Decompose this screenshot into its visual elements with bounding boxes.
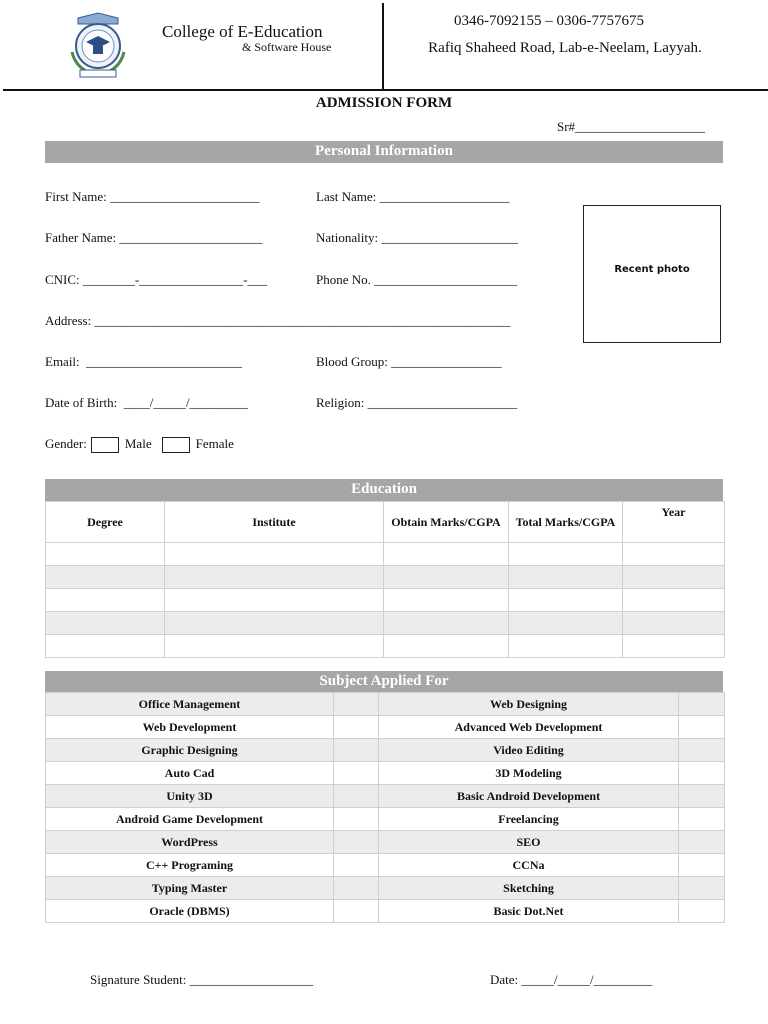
subject-label: C++ Programing [46,854,334,877]
subject-checkbox[interactable] [679,785,725,808]
contact-address: Rafiq Shaheed Road, Lab-e-Neelam, Layyah. [428,40,702,56]
subject-label: Oracle (DBMS) [46,900,334,923]
subjects-header: Subject Applied For [45,671,723,693]
subject-checkbox[interactable] [679,739,725,762]
subject-checkbox[interactable] [334,739,379,762]
subject-label: Office Management [46,693,334,716]
subject-label: Basic Android Development [379,785,679,808]
cnic-field[interactable]: CNIC: ________-________________-___ [45,272,268,287]
table-row [46,635,725,658]
subject-label: Freelancing [379,808,679,831]
subject-label: Graphic Designing [46,739,334,762]
father-name-field[interactable]: Father Name: ______________________ [45,230,263,245]
subject-label: WordPress [46,831,334,854]
table-row [46,589,725,612]
serial-number-field[interactable]: Sr#____________________ [557,119,706,134]
form-title: ADMISSION FORM [315,95,453,111]
subject-label: Auto Cad [46,762,334,785]
gender-label: Gender: [45,436,87,451]
list-item [46,831,725,854]
phone-field[interactable]: Phone No. ______________________ [316,272,518,287]
list-item [46,808,725,831]
personal-info-header: Personal Information [45,141,723,163]
subject-label: Web Designing [379,693,679,716]
subject-label: Sketching [379,877,679,900]
subject-label: Web Development [46,716,334,739]
subject-checkbox[interactable] [334,716,379,739]
header-year: Year [623,502,725,543]
subject-checkbox[interactable] [334,900,379,923]
subject-checkbox[interactable] [679,808,725,831]
table-row [46,566,725,589]
signature-field[interactable]: Signature Student: ___________________ [90,972,314,987]
subject-checkbox[interactable] [334,785,379,808]
list-item [46,739,725,762]
subject-checkbox[interactable] [334,762,379,785]
subject-checkbox[interactable] [679,762,725,785]
last-name-field[interactable]: Last Name: ____________________ [316,189,510,204]
religion-field[interactable]: Religion: _______________________ [316,395,518,410]
education-header: Education [45,479,723,501]
subject-checkbox[interactable] [679,854,725,877]
subject-checkbox[interactable] [679,693,725,716]
header-degree: Degree [46,502,165,543]
photo-box[interactable] [583,205,721,343]
list-item [46,716,725,739]
gender-row [45,436,234,453]
subject-checkbox[interactable] [334,693,379,716]
table-row [46,612,725,635]
list-item [46,693,725,716]
blood-group-field[interactable]: Blood Group: _________________ [316,354,502,369]
female-label: Female [195,436,234,451]
list-item [46,900,725,923]
subject-checkbox[interactable] [334,808,379,831]
college-name: College of E-Education [162,22,323,41]
subject-label: SEO [379,831,679,854]
male-label: Male [124,436,152,451]
subject-label: Advanced Web Development [379,716,679,739]
header-divider-horizontal [3,89,768,91]
date-of-birth-field[interactable]: Date of Birth: ____/_____/_________ [45,395,248,410]
subject-label: Android Game Development [46,808,334,831]
subject-checkbox[interactable] [334,877,379,900]
header-obtain-marks: Obtain Marks/CGPA [384,502,509,543]
header-divider-vertical [382,3,384,89]
subject-label: Typing Master [46,877,334,900]
date-field[interactable]: Date: _____/_____/_________ [490,972,653,987]
subjects-table [45,692,725,923]
subject-label: Video Editing [379,739,679,762]
first-name-field[interactable]: First Name: _______________________ [45,189,260,204]
female-checkbox[interactable] [162,437,190,453]
list-item [46,854,725,877]
address-field[interactable]: Address: ________________________________________________________________ [45,313,511,328]
subject-checkbox[interactable] [334,854,379,877]
subject-checkbox[interactable] [679,900,725,923]
subject-checkbox[interactable] [334,831,379,854]
photo-label: Recent photo [614,264,690,275]
list-item [46,877,725,900]
subject-label: 3D Modeling [379,762,679,785]
table-row [46,543,725,566]
subject-checkbox[interactable] [679,877,725,900]
college-subtitle: & Software House [242,40,332,54]
college-logo [66,12,130,82]
header-total-marks: Total Marks/CGPA [509,502,623,543]
list-item [46,762,725,785]
subject-label: Basic Dot.Net [379,900,679,923]
education-table [45,501,725,658]
nationality-field[interactable]: Nationality: _____________________ [316,230,518,245]
subject-label: CCNa [379,854,679,877]
contact-phone: 0346-7092155 – 0306-7757675 [454,13,644,29]
email-field[interactable]: Email: ________________________ [45,354,243,369]
subject-checkbox[interactable] [679,716,725,739]
subject-label: Unity 3D [46,785,334,808]
header-institute: Institute [165,502,384,543]
list-item [46,785,725,808]
male-checkbox[interactable] [91,437,119,453]
subject-checkbox[interactable] [679,831,725,854]
